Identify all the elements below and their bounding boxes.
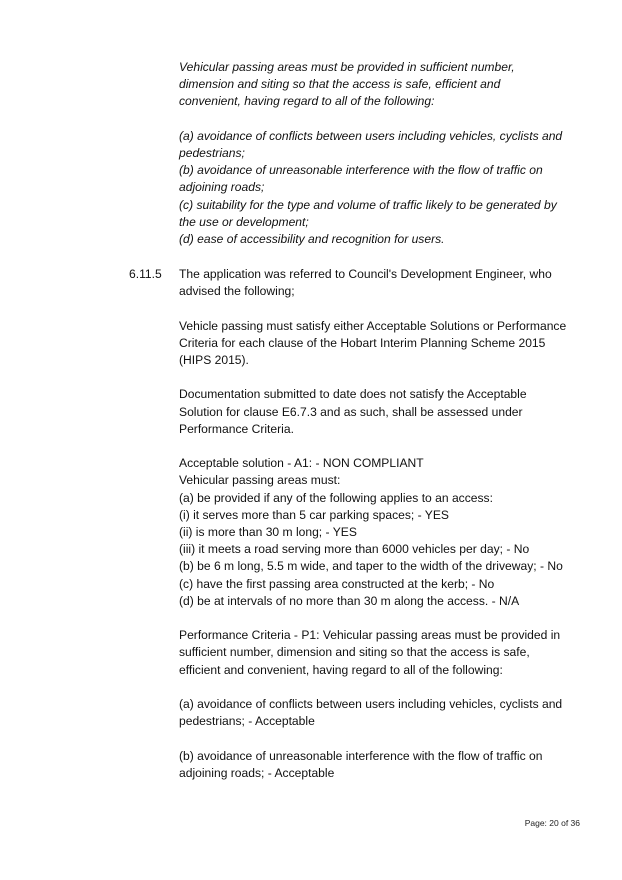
- text-line: (a) avoidance of conflicts between users including vehicles, cyclists and: [179, 697, 563, 711]
- text-line: (a) avoidance of conflicts between users including vehicles, cyclists and: [179, 128, 563, 143]
- text-line: (b) avoidance of unreasonable interference with the flow of traffic on: [179, 748, 543, 763]
- text-line: (i) it serves more than 5 car parking spaces; - YES: [179, 507, 449, 522]
- text-line: (ii) is more than 30 m long; - YES: [179, 525, 357, 539]
- text-line: (b) be 6 m long, 5.5 m wide, and taper to the width of the driveway; - No: [179, 559, 563, 574]
- text-line: advised the following;: [179, 284, 295, 299]
- text-line: sufficient number, dimension and siting so that the access is safe,: [179, 645, 530, 660]
- quote-intro: [179, 59, 579, 111]
- text-line: Criteria for each clause of the Hobart Interim Planning Scheme 2015: [179, 335, 546, 350]
- text-line: (b) avoidance of unreasonable interference with the flow of traffic on: [179, 163, 543, 178]
- paragraph-documentation: [179, 386, 579, 438]
- text-line: (iii) it meets a road serving more than 6000 vehicles per day; - No: [179, 542, 530, 557]
- text-line: adjoining roads; - Acceptable: [179, 765, 335, 780]
- section-number: 6.11.5: [129, 267, 162, 281]
- text-line: (d) ease of accessibility and recognition for users.: [179, 232, 445, 247]
- text-line: the use or development;: [179, 214, 309, 229]
- text-line: Performance Criteria - P1: Vehicular passing areas must be provided in: [179, 628, 561, 643]
- text-line: Solution for clause E6.7.3 and as such, shall be assessed under: [179, 404, 523, 419]
- page-number: Page: 20 of 36: [524, 818, 580, 828]
- quoted-clause: [179, 59, 579, 248]
- text-line: dimension and siting so that the access is safe, efficient and: [179, 77, 501, 92]
- paragraph-vehicle-passing: [179, 318, 579, 370]
- text-line: The application was referred to Council's Development Engineer, who: [179, 267, 552, 281]
- performance-item-b: [179, 748, 579, 782]
- text-line: pedestrians;: [179, 146, 245, 160]
- performance-criteria: [179, 627, 579, 679]
- text-line: Vehicle passing must satisfy either Acceptable Solutions or Performance: [179, 318, 567, 333]
- text-line: (d) be at intervals of no more than 30 m along the access. - N/A: [179, 593, 520, 608]
- text-line: (c) suitability for the type and volume of traffic likely to be generated by: [179, 197, 557, 212]
- text-line: pedestrians; - Acceptable: [179, 714, 315, 729]
- text-line: convenient, having regard to all of the following:: [179, 94, 435, 109]
- quote-items: [179, 128, 579, 248]
- text-line: Acceptable solution - A1: - NON COMPLIANT: [179, 456, 424, 471]
- text-line: Documentation submitted to date does not satisfy the Acceptable: [179, 387, 527, 402]
- text-line: efficient and convenient, having regard to all of the following:: [179, 662, 503, 677]
- text-line: (HIPS 2015).: [179, 353, 249, 367]
- performance-item-a: [179, 696, 579, 730]
- text-line: adjoining roads;: [179, 180, 265, 195]
- text-line: Performance Criteria.: [179, 421, 294, 436]
- text-line: (a) be provided if any of the following applies to an access:: [179, 490, 493, 505]
- text-line: Vehicular passing areas must be provided in sufficient number,: [179, 60, 515, 74]
- text-line: (c) have the first passing area constructed at the kerb; - No: [179, 576, 495, 591]
- section-body: [179, 266, 579, 782]
- text-line: Vehicular passing areas must:: [179, 473, 341, 488]
- acceptable-solution: [179, 455, 579, 610]
- section-lead: [179, 266, 579, 300]
